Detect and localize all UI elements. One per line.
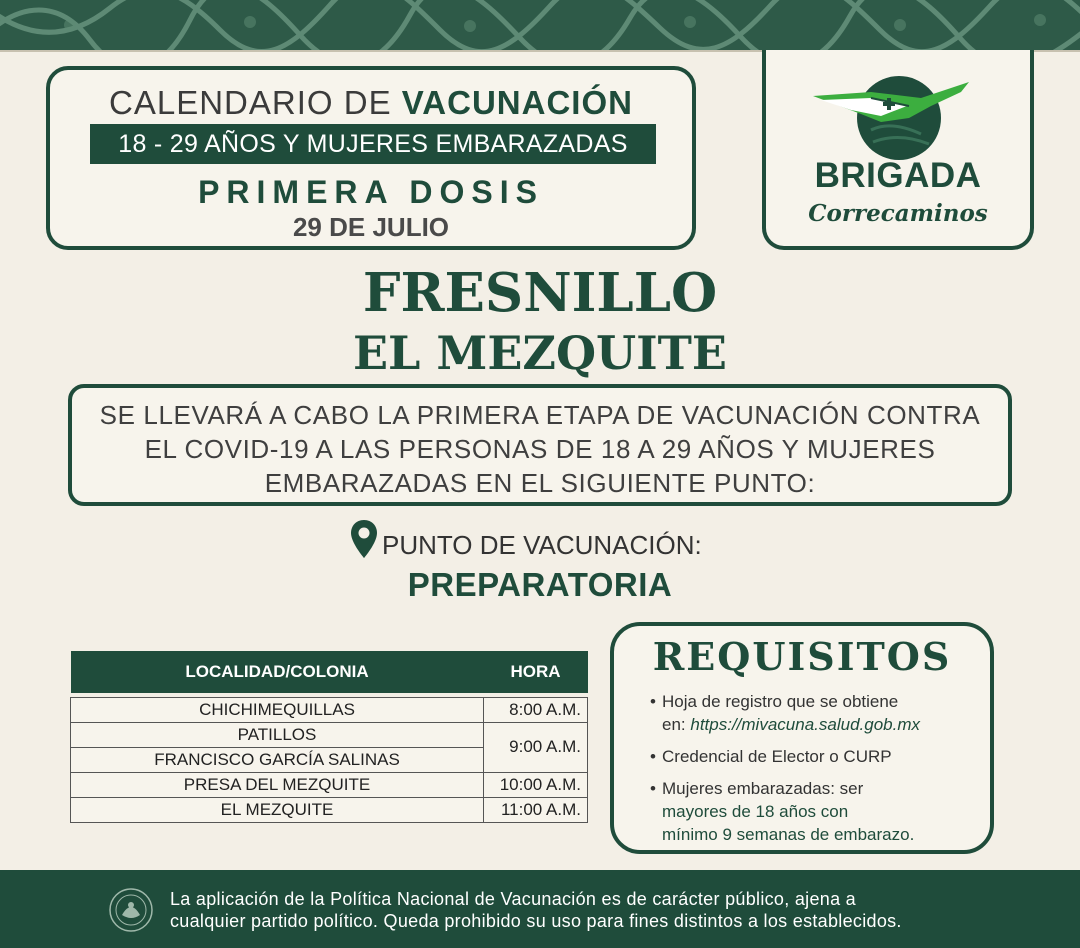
place-cell: PRESA DEL MEZQUITE — [71, 772, 484, 797]
hour-cell: 9:00 A.M. — [484, 722, 588, 772]
requirement-text: • Hoja de registro que se obtiene — [662, 692, 899, 711]
table-row — [71, 797, 588, 822]
requirement-text: • Credencial de Elector o CURP — [662, 747, 892, 766]
location-pin-icon — [350, 519, 378, 564]
header-hora: HORA — [484, 651, 588, 693]
dose-label: PRIMERA DOSIS — [198, 174, 544, 210]
place-cell: FRANCISCO GARCÍA SALINAS — [71, 747, 484, 772]
hour-cell: 10:00 A.M. — [484, 772, 588, 797]
schedule-header-row — [71, 651, 588, 693]
hour-cell: 8:00 A.M. — [484, 697, 588, 722]
header-localidad: LOCALIDAD/COLONIA — [71, 651, 484, 693]
footer-line: La aplicación de la Política Nacional de Vacunación es de carácter público, ajena a — [170, 889, 856, 909]
requirement-text: mayores de 18 años con — [662, 802, 849, 821]
registration-url-link[interactable]: https://mivacuna.salud.gob.mx — [690, 715, 920, 734]
list-item — [650, 745, 980, 768]
place-cell: PATILLOS — [71, 722, 484, 747]
area-title: EL MEZQUITE — [353, 326, 727, 380]
table-row — [71, 772, 588, 797]
city-title: FRESNILLO — [362, 262, 718, 324]
vaccination-date: 29 DE JULIO — [292, 212, 450, 242]
schedule-table — [70, 651, 588, 823]
brigada-subtitle: Correcaminos — [808, 200, 988, 227]
roadrunner-logo-icon — [811, 70, 971, 165]
place-cell: EL MEZQUITE — [71, 797, 484, 822]
requirement-text: mínimo 9 semanas de embarazo. — [662, 825, 915, 844]
punto-label: PUNTO DE VACUNACIÓN: — [382, 530, 702, 560]
requirement-text: en: — [662, 715, 686, 734]
brigada-card — [762, 50, 1034, 250]
punto-value: PREPARATORIA — [407, 566, 673, 603]
hour-cell: 11:00 A.M. — [484, 797, 588, 822]
brigada-name: BRIGADA — [814, 156, 982, 195]
footer-band — [0, 870, 1080, 948]
table-row — [71, 722, 588, 747]
table-row — [71, 697, 588, 722]
list-item — [650, 690, 980, 736]
requirements-title: REQUISITOS — [652, 634, 952, 679]
footer-line: cualquier partido político. Queda prohibido su uso para fines distintos a los establecidos. — [170, 911, 902, 931]
age-group-banner: 18 - 29 AÑOS Y MUJERES EMBARAZADAS — [90, 124, 656, 164]
mexico-seal-icon — [108, 887, 154, 938]
list-item — [650, 777, 980, 846]
requirements-card — [610, 622, 994, 854]
calendar-title: CALENDARIO DE VACUNACIÓN — [109, 84, 633, 121]
announcement-card — [68, 384, 1012, 506]
top-pattern-band — [0, 0, 1080, 50]
requirement-text: • Mujeres embarazadas: ser — [662, 779, 864, 798]
calendar-card — [46, 66, 696, 250]
announcement-text: SE LLEVARÁ A CABO LA PRIMERA ETAPA DE VACUNACIÓN CONTRA EL COVID-19 A LAS PERSONAS DE 18 A 29 AÑOS Y MUJERES EMBARAZADAS EN EL SIGUIENTE PUNTO: — [99, 400, 981, 498]
footer-disclaimer — [170, 888, 1030, 932]
requirements-list — [650, 690, 980, 855]
place-cell: CHICHIMEQUILLAS — [71, 697, 484, 722]
